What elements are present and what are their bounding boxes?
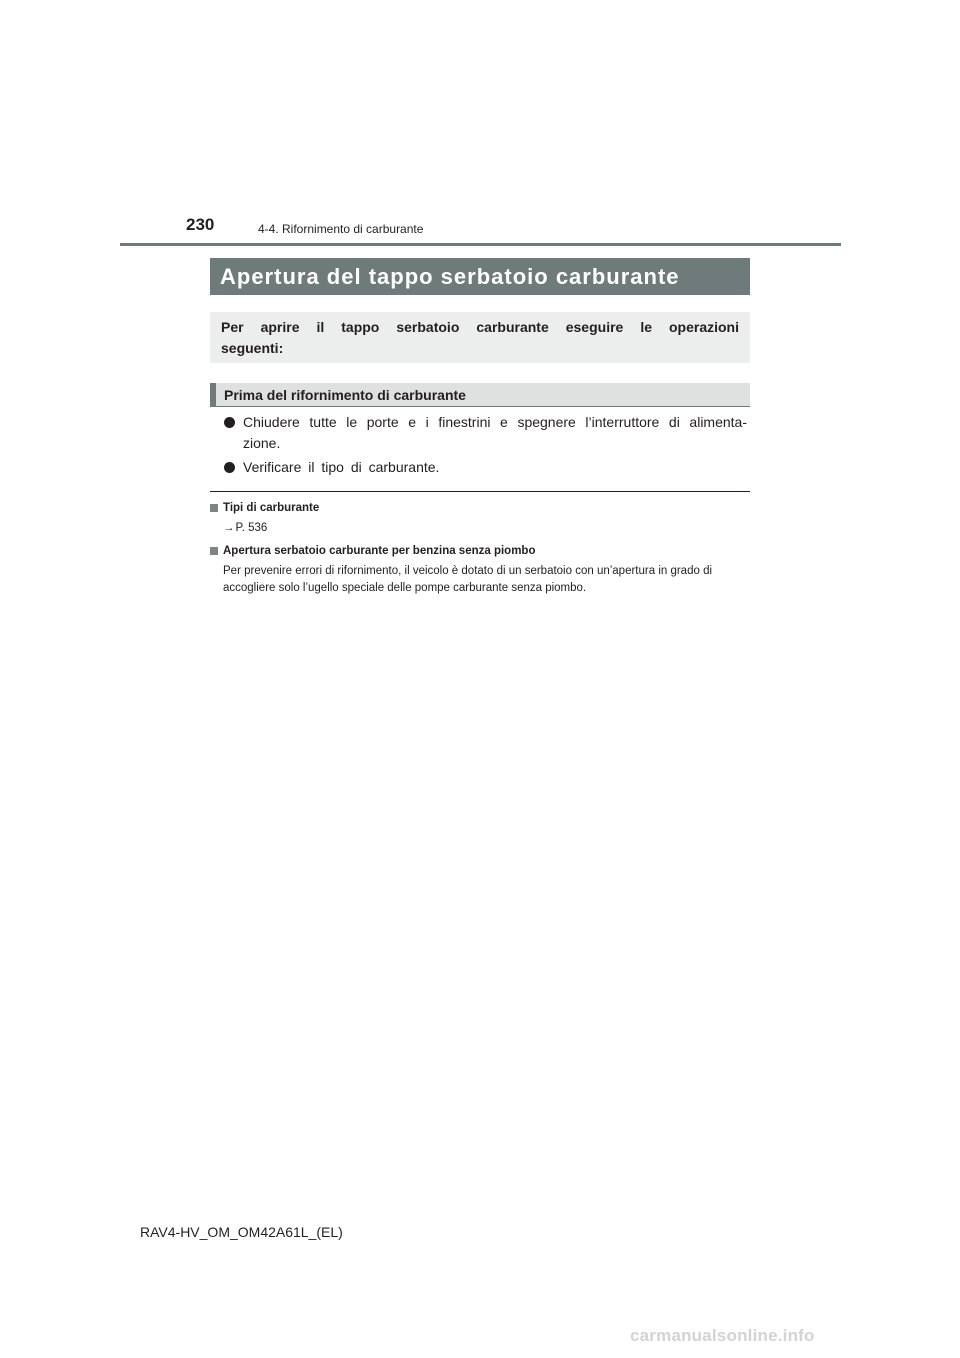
subsection-heading: Prima del rifornimento di carburante bbox=[224, 386, 466, 403]
intro-box bbox=[210, 312, 750, 363]
info-body: Per prevenire errori di rifornimento, il veicolo è dotato di un serbatoio con un’apertura in grado di accogliere solo l’ugello speciale delle pompe carburante senza piombo. bbox=[223, 565, 713, 594]
info-heading bbox=[210, 543, 750, 559]
info-body bbox=[210, 520, 750, 537]
info-section bbox=[210, 500, 750, 603]
bullet-list bbox=[222, 412, 747, 481]
page-title: Apertura del tappo serbatoio carburante bbox=[220, 263, 680, 289]
bullet-dot-icon bbox=[224, 417, 235, 428]
list-item bbox=[222, 412, 747, 454]
arrow-right-icon: → bbox=[223, 522, 235, 534]
list-item bbox=[222, 457, 747, 478]
info-heading-text: Apertura serbatoio carburante per benzina senza piombo bbox=[223, 545, 536, 557]
document-code: RAV4-HV_OM_OM42A61L_(EL) bbox=[140, 1224, 343, 1240]
watermark: carmanualsonline.info bbox=[630, 1326, 815, 1345]
bullet-text: Chiudere tutte le porte e i finestrini e spegnere l’interruttore di alimenta- zione. bbox=[243, 414, 747, 451]
info-heading bbox=[210, 500, 750, 516]
page-number: 230 bbox=[186, 215, 215, 234]
square-bullet-icon bbox=[210, 504, 218, 512]
info-block bbox=[210, 543, 750, 597]
intro-text: Per aprire il tappo serbatoio carburante eseguire le operazioni seguenti: bbox=[221, 319, 739, 356]
bullet-dot-icon bbox=[224, 462, 235, 473]
info-divider bbox=[210, 491, 750, 492]
bullet-text: Verificare il tipo di carburante. bbox=[243, 459, 440, 475]
section-breadcrumb: 4-4. Rifornimento di carburante bbox=[258, 222, 424, 236]
info-block bbox=[210, 500, 750, 537]
subsection-heading-bar bbox=[210, 383, 750, 407]
info-heading-text: Tipi di carburante bbox=[223, 502, 320, 514]
page-reference-link[interactable]: P. 536 bbox=[235, 522, 268, 534]
header-rule bbox=[120, 243, 841, 246]
square-bullet-icon bbox=[210, 547, 218, 555]
page-title-bar bbox=[210, 258, 750, 295]
